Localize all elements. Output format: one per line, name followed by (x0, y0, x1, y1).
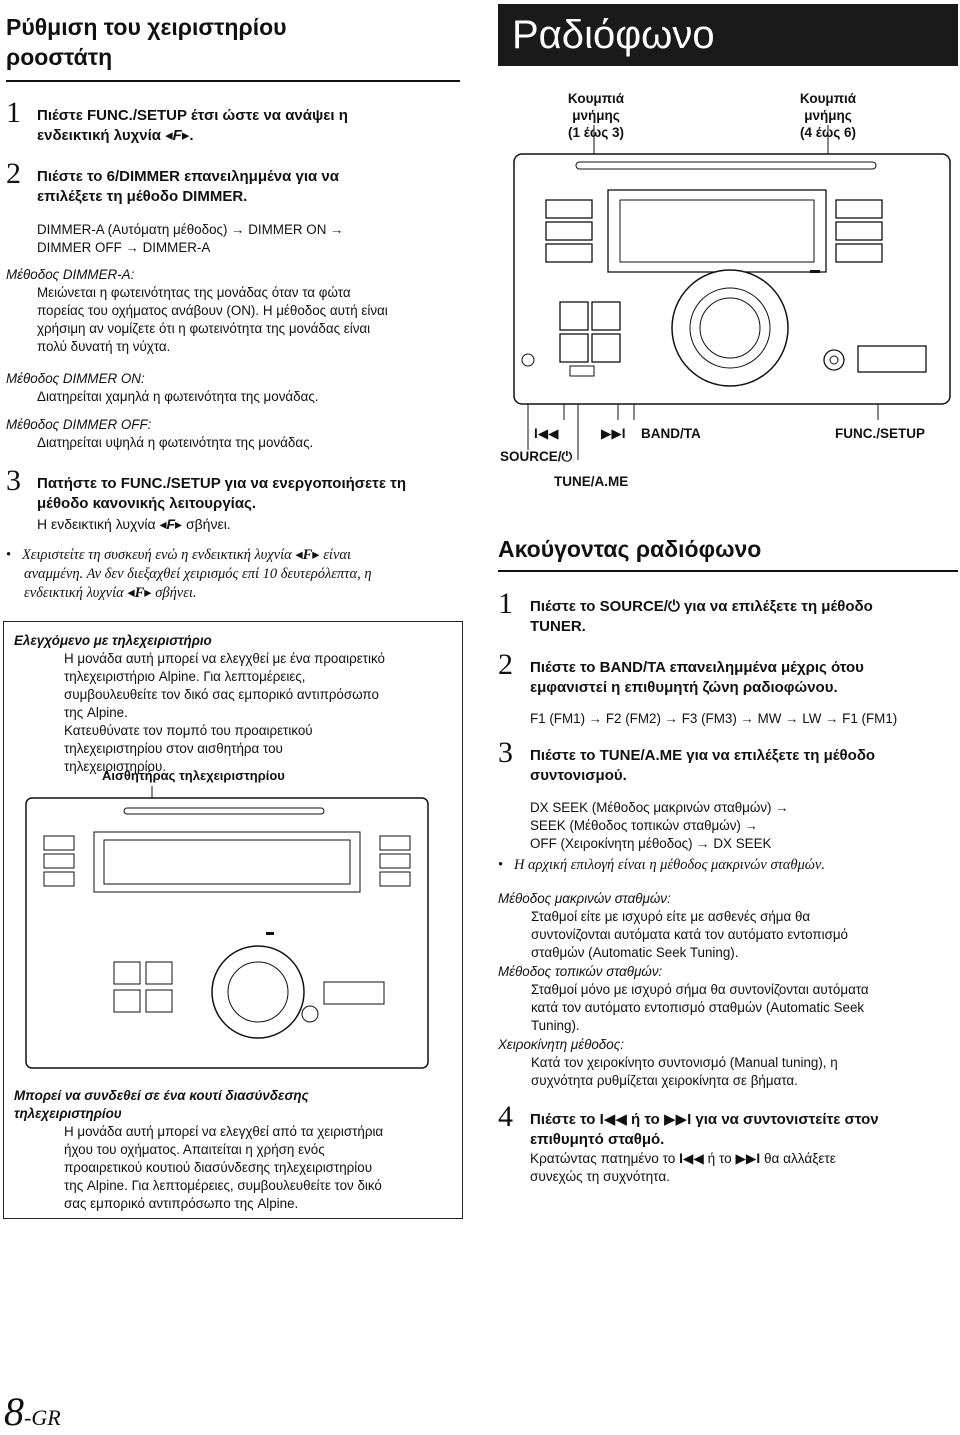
dimmer-on-description: Μέθοδος DIMMER ON: Διατηρείται χαμηλά η φωτεινότητα της μονάδας. (6, 371, 319, 404)
step-number: 1 (6, 96, 21, 129)
radio-step-1-text: Πιέστε το SOURCE/⏻ για να επιλέξετε τη μέθοδο TUNER. (530, 598, 873, 635)
step-2-text: Πιέστε το 6/DIMMER επανειλημμένα για να επιλέξετε τη μέθοδο DIMMER. (37, 168, 339, 205)
next-track-icon: ▶▶I (664, 1111, 692, 1128)
preset-buttons-right-label: Κουμπιά μνήμης (4 έως 6) (799, 91, 857, 140)
tune-ame-label: TUNE/A.ME (554, 474, 629, 489)
chapter-title: Ραδιόφωνο (512, 12, 715, 57)
remote-sensor-label: Αισθητήρας τηλεχειριστηρίου (102, 768, 285, 783)
dx-seek-description: Μέθοδος μακρινών σταθμών: Σταθμοί είτε με ισχυρό είτε με ασθενές σήμα θα συντονίζονται αυτόματα κατά τον αυτόματο εντοπισμό σταθμών (Automatic Seek Tuning). (498, 891, 848, 960)
preset-buttons-left-label: Κουμπιά μνήμης (1 έως 3) (567, 91, 625, 140)
section-rule (498, 570, 958, 572)
step-number: 3 (6, 464, 21, 497)
step-number: 2 (6, 157, 21, 190)
step-number: 4 (498, 1100, 513, 1133)
band-ta-label: BAND/TA (641, 426, 701, 441)
seek-cycle: DX SEEK (Μέθοδος μακρινών σταθμών) → SEEK (Μέθοδος τοπικών σταθμών) → OFF (Χειροκίνητη μέθοδος) → DX SEEK (530, 800, 789, 851)
page-number: 8-GR (4, 1389, 61, 1434)
prev-track-icon: I◀◀ (599, 1111, 627, 1128)
function-indicator-icon: ◂F▸ (127, 585, 152, 601)
section-title-dimmer: Ρύθμιση του χειριστηρίου ροοστάτη (6, 14, 287, 70)
remote-interface-text: Μπορεί να συνδεθεί σε ένα κουτί διασύνδεσης τηλεχειριστηρίου Η μονάδα αυτή μπορεί να ελεγχθεί από τα χειριστήρια ήχου του οχήματος. Απαιτείται η χρήση ενός προαιρετικού κουτιού διασύνδεσης τηλεχειριστηρίου της Alpine. Για λεπτομέρειες, συμβουλευθείτε τον δικό σας εμπορικό αντιπρόσωπο της Alpine. (14, 1088, 384, 1211)
head-unit-illustration (498, 120, 960, 470)
section-title-radio: Ακούγοντας ραδιόφωνο (498, 536, 762, 562)
title-rule (6, 80, 460, 82)
local-seek-description: Μέθοδος τοπικών σταθμών: Σταθμοί μόνο με ισχυρό σήμα θα συντονίζονται αυτόματα κατά τον αυτόματο εντοπισμό σταθμών (Automatic Seek Tuning). (498, 964, 869, 1033)
dimmer-a-description: Μέθοδος DIMMER-A: Μειώνεται η φωτεινότητας της μονάδας όταν τα φώτα πορείας του οχήματος ανάβουν (ON). Η μέθοδος αυτή είναι χρήσιμη αν νομίζετε ότι η φωτεινότητα της μονάδας είναι πολύ δυνατή τη νύχτα. (6, 267, 388, 354)
step-3-text: Πατήστε το FUNC./SETUP για να ενεργοποιήσετε τη μέθοδο κανονικής λειτουργίας. Η ενδεικτική λυχνία ◂F▸ σβήνει. (37, 475, 407, 532)
step-1-text: Πιέστε FUNC./SETUP έτσι ώστε να ανάψει η ενδεικτική λυχνία ◂F▸. (37, 107, 348, 144)
func-setup-label: FUNC./SETUP (835, 426, 926, 441)
step-number: 1 (498, 587, 513, 620)
prev-track-icon: I◀◀ (679, 1151, 704, 1166)
manual-tuning-description: Χειροκίνητη μέθοδος: Κατά τον χειροκίνητο συντονισμό (Manual tuning), η συχνότητα ρυθμίζεται χειροκίνητα σε βήματα. (498, 1037, 838, 1088)
head-unit-illustration-small (24, 782, 444, 1072)
next-track-label: ▶▶I (601, 426, 626, 441)
radio-step-2-text: Πιέστε το BAND/TA επανειλημμένα μέχρις ότου εμφανιστεί η επιθυμητή ζώνη ραδιοφώνου. (530, 659, 864, 696)
next-track-icon: ▶▶I (735, 1151, 761, 1166)
radio-step-3-text: Πιέστε το TUNE/A.ME για να επιλέξετε τη μέθοδο συντονισμού. (530, 747, 876, 784)
chapter-title-bar (498, 4, 958, 66)
seek-note: • Η αρχική επιλογή είναι η μέθοδος μακρινών σταθμών. (498, 857, 825, 873)
dimmer-off-description: Μέθοδος DIMMER OFF: Διατηρείται υψηλά η φωτεινότητα της μονάδας. (6, 417, 314, 450)
function-indicator-icon: ◂F▸ (295, 547, 320, 563)
step-number: 2 (498, 648, 513, 681)
radio-step-4-text: Πιέστε το I◀◀ ή το ▶▶I για να συντονιστείτε στον επιθυμητό σταθμό. Κρατώντας πατημένο το I◀◀ ή το ▶▶I θα αλλάξετε συνεχώς τη συχνότητα. (530, 1111, 879, 1184)
function-indicator-icon: ◂F▸ (165, 127, 190, 144)
source-power-label: SOURCE/⏻ (500, 449, 573, 464)
note-bullet: • Χειριστείτε τη συσκευή ενώ η ενδεικτική λυχνία ◂F▸ είναι αναμμένη. Αν δεν διεξαχθεί χειρισμός επί 10 δευτερόλεπτα, η ενδεικτική λυχνία ◂F▸ σβήνει. (6, 547, 372, 601)
function-indicator-icon: ◂F▸ (159, 516, 183, 532)
band-cycle: F1 (FM1) → F2 (FM2) → F3 (FM3) → MW → LW → F1 (FM1) (530, 711, 898, 726)
step-number: 3 (498, 736, 513, 769)
prev-track-label: I◀◀ (534, 426, 559, 441)
dimmer-cycle: DIMMER-A (Αυτόματη μέθοδος) → DIMMER ON → DIMMER OFF → DIMMER-A (37, 222, 344, 255)
remote-control-text: Ελεγχόμενο με τηλεχειριστήριο Η μονάδα αυτή μπορεί να ελεγχθεί με ένα προαιρετικό τηλεχειριστήριο Alpine. Για λεπτομέρειες, συμβουλευθείτε τον δικό σας εμπορικό αντιπρόσωπο της Alpine. Κατευθύνατε τον πομπό του προαιρετικού τηλεχειριστηρίου στον αισθητήρα του τηλεχειριστηρίου. (14, 633, 385, 774)
